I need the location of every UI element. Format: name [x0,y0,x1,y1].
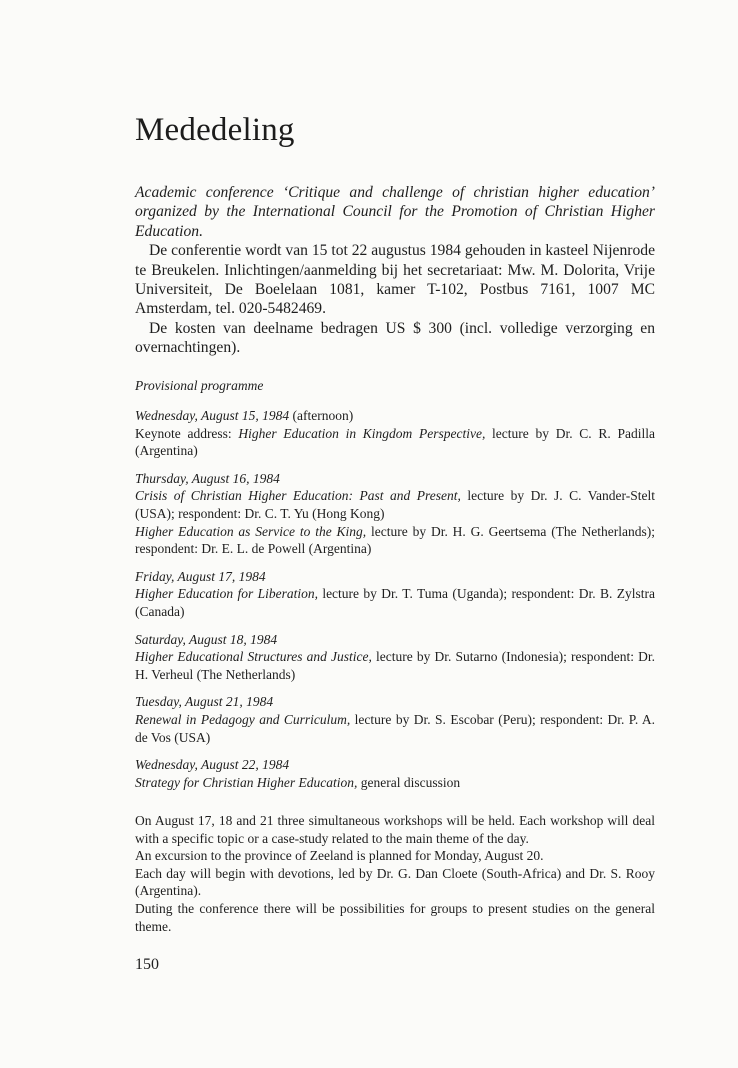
lecture-title: Higher Educational Structures and Justice, [135,649,372,665]
session-date-line [135,470,655,488]
session-date: Saturday, August 18, 1984 [135,631,278,647]
conference-line: Academic conference ‘Critique and challenge of christian higher education’ organized by the International Council for the Promotion of Christian Higher Education. [135,184,655,240]
session-date-line [135,693,655,711]
session-date: Tuesday, August 21, 1984 [135,694,274,710]
session-lecture [135,585,655,620]
note-paragraph: Each day will begin with devotions, led by Dr. G. Dan Cloete (South-Africa) and Dr. S. Rooy (Argentina). [135,865,655,899]
session-date: Wednesday, August 15, 1984 [135,408,290,423]
note-paragraph: Duting the conference there will be possibilities for groups to present studies on the general theme. [135,900,655,934]
lecture-title: Renewal in Pedagogy and Curriculum, [135,711,351,727]
programme-session [135,693,655,746]
session-lecture [135,711,655,746]
location-paragraph: De conferentie wordt van 15 tot 22 augustus 1984 gehouden in kasteel Nijenrode te Breukelen. Inlichtingen/aanmelding bij het secretariaat: Mw. M. Dolorita, Vrije Universiteit, De Boelelaan 1081, kamer T-102, Postbus 7161, 1007 MC Amsterdam, tel. 020-5482469. [135,242,655,318]
session-lecture [135,425,655,460]
lecture-title: Higher Education as Service to the King, [135,523,367,539]
programme-session [135,407,655,460]
programme-sessions [135,407,655,801]
intro-section [135,183,655,358]
lecture-title: Higher Education for Liberation, [135,586,318,602]
lecture-details: lecture by Dr. H. G. Geertsema (The Netherlands); respondent: Dr. E. L. de Powell (Argentina) [135,523,655,557]
page-title: Mededeling [135,112,295,148]
page-number: 150 [135,956,159,973]
session-date-line [135,568,655,586]
session-date-line [135,756,655,774]
lecture-details: lecture by Dr. Sutarno (Indonesia); respondent: Dr. H. Verheul (The Netherlands) [135,649,655,682]
programme-session [135,756,655,791]
programme-session [135,470,655,558]
lecture-title: Strategy for Christian Higher Education, [135,774,358,790]
lecture-title: Higher Education in Kingdom Perspective, [238,425,486,441]
programme-title: Provisional programme [135,378,264,393]
programme-session [135,631,655,684]
lecture-details: general discussion [357,774,461,790]
lecture-details: lecture by Dr. T. Tuma (Uganda); respondent: Dr. B. Zylstra (Canada) [135,586,655,619]
session-date: Friday, August 17, 1984 [135,568,266,584]
programme-session [135,568,655,621]
lecture-title: Crisis of Christian Higher Education: Past and Present, [135,488,461,504]
session-lecture [135,487,655,522]
session-date: Thursday, August 16, 1984 [135,470,280,486]
lecture-details: lecture by Dr. J. C. Vander-Stelt (USA); respondent: Dr. C. T. Yu (Hong Kong) [135,488,655,521]
session-lecture [135,523,655,558]
session-date-line [135,407,655,425]
session-date: Wednesday, August 22, 1984 [135,757,290,773]
note-paragraph: An excursion to the province of Zeeland is planned for Monday, August 20. [135,848,544,864]
notes-section [135,812,655,935]
session-date-line [135,631,655,649]
cost-paragraph: De kosten van deelname bedragen US $ 300 (incl. volledige verzorging en overnachtingen). [135,319,655,357]
lecture-details: lecture by Dr. S. Escobar (Peru); respondent: Dr. P. A. de Vos (USA) [135,711,655,745]
session-lecture [135,648,655,683]
lecture-prefix: Keynote address: [135,425,239,441]
note-paragraph: On August 17, 18 and 21 three simultaneous workshops will be held. Each workshop will deal with a specific topic or a case-study related to the main theme of the day. [135,813,655,846]
session-date-suffix: (afternoon) [289,408,354,423]
session-lecture [135,774,655,792]
lecture-details: lecture by Dr. C. R. Padilla (Argentina) [135,425,655,459]
